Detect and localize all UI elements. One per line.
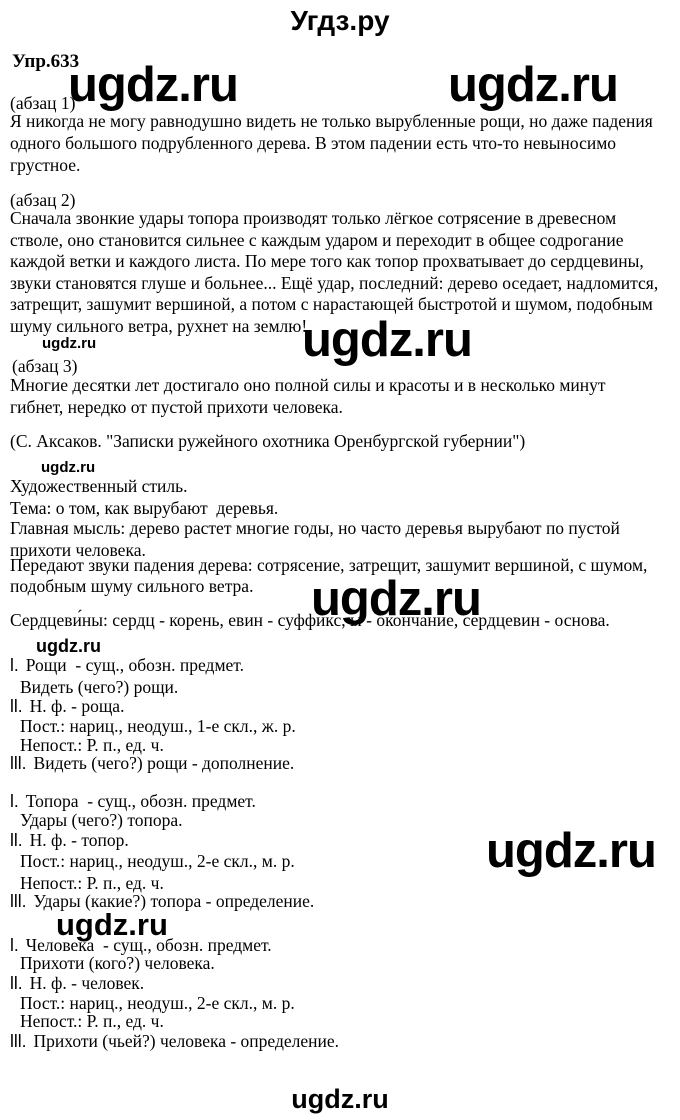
paragraph-label: (абзац 1) xyxy=(10,93,76,113)
watermark-ugdz: ugdz.ru xyxy=(36,636,101,656)
footer-watermark: ugdz.ru xyxy=(291,1084,389,1114)
text-line: грустное. xyxy=(10,155,81,175)
roman-numeral: l. xyxy=(10,935,19,955)
style-line: Художественный стиль. xyxy=(10,476,188,496)
watermark-ugdz: ugdz.ru xyxy=(56,907,168,942)
paragraph-label: (абзац 2) xyxy=(10,190,76,210)
morph-text: Непост.: Р. п., ед. ч. xyxy=(20,1011,164,1031)
watermark-ugdz: ugdz.ru xyxy=(42,335,97,352)
main-idea-line: Главная мысль: дерево растет многие годы, но часто деревья вырубают по пустой xyxy=(10,518,620,538)
morph-text: Человека - сущ., обозн. предмет. xyxy=(25,935,272,955)
watermark-ugdz: ugdz.ru xyxy=(68,58,238,112)
watermark-ugdz: ugdz.ru xyxy=(486,824,656,878)
roman-numeral: ll. xyxy=(10,696,23,716)
morph-line xyxy=(10,829,129,851)
text-line: каждой ветки и каждого листа. По мере того как топор прохватывает до сердцевины, xyxy=(10,251,644,271)
site-header: Угдз.ру xyxy=(290,5,390,36)
morph-line xyxy=(20,1010,164,1032)
morph-line xyxy=(10,1030,339,1052)
watermark-ugdz: ugdz.ru xyxy=(448,58,618,112)
morph-text: Топора - сущ., обозн. предмет. xyxy=(25,791,256,811)
watermark-ugdz: ugdz.ru xyxy=(311,572,481,626)
morph-text: Прихоти (чьей?) человека - определение. xyxy=(33,1031,339,1051)
morph-text: Удары (чего?) топора. xyxy=(20,810,183,830)
text-line: звуки становятся глуше и больнее... Ещё удар, последний: дерево оседает, надломится, xyxy=(10,273,659,293)
morph-text: Видеть (чего?) рощи. xyxy=(20,677,179,697)
text-line: Я никогда не могу равнодушно видеть не только вырубленные рощи, но даже падения xyxy=(10,111,653,131)
text-line: затрещит, зашумит вершиной, а потом с нарастающей быстротой и шумом, подобным xyxy=(10,294,653,314)
roman-numeral: lll. xyxy=(10,1031,27,1051)
morph-text: Н. ф. - человек. xyxy=(29,973,145,993)
roman-numeral: ll. xyxy=(10,830,23,850)
morph-text: Пост.: нариц., неодуш., 1-е скл., ж. р. xyxy=(20,716,296,736)
morph-text: Рощи - сущ., обозн. предмет. xyxy=(25,655,245,675)
morph-text: Н. ф. - топор. xyxy=(29,830,129,850)
source-attribution: (С. Аксаков. "Записки ружейного охотника Оренбургской губернии") xyxy=(10,431,526,451)
morph-text: Пост.: нариц., неодуш., 2-е скл., м. р. xyxy=(20,993,295,1013)
morph-line xyxy=(20,850,295,872)
morph-text: Видеть (чего?) рощи - дополнение. xyxy=(33,753,295,773)
paragraph-label: (абзац 3) xyxy=(12,356,78,376)
morph-line xyxy=(20,809,183,831)
morph-text: Прихоти (кого?) человека. xyxy=(20,953,215,973)
morph-line xyxy=(10,890,314,912)
exercise-number: Упр.633 xyxy=(12,51,80,72)
morph-text: Н. ф. - роща. xyxy=(29,696,125,716)
watermark-ugdz: ugdz.ru xyxy=(302,313,472,367)
watermark-ugdz: ugdz.ru xyxy=(41,459,96,476)
text-line: стволе, оно становится сильнее с каждым ударом и переходит в общее содрогание xyxy=(10,230,624,250)
main-idea-line: прихоти человека. xyxy=(10,540,146,560)
roman-numeral: l. xyxy=(10,655,19,675)
roman-numeral: lll. xyxy=(10,753,27,773)
word-parsing-line: Сердцеви́ны: сердц - корень, евин - суффикс, ы - окончание, сердцевин - основа. xyxy=(10,610,610,630)
morph-text: Удары (какие?) топора - определение. xyxy=(33,891,315,911)
roman-numeral: lll. xyxy=(10,891,27,911)
text-line: шуму сильного ветра, рухнет на землю! xyxy=(10,316,308,336)
morph-line xyxy=(10,752,294,774)
morph-text: Пост.: нариц., неодуш., 2-е скл., м. р. xyxy=(20,851,295,871)
theme-line: Тема: о том, как вырубают деревья. xyxy=(10,498,279,518)
morph-text: Непост.: Р. п., ед. ч. xyxy=(20,735,164,755)
morph-line xyxy=(20,952,215,974)
roman-numeral: ll. xyxy=(10,973,23,993)
text-line: гибнет, нередко от пустой прихоти человека. xyxy=(10,397,343,417)
text-line: одного большого подрубленного дерева. В этом падении есть что-то невыносимо xyxy=(10,133,617,153)
sounds-line: подобным шуму сильного ветра. xyxy=(10,576,254,596)
morph-text: Непост.: Р. п., ед. ч. xyxy=(20,873,164,893)
morph-line xyxy=(10,654,244,676)
sounds-line: Передают звуки падения дерева: сотрясение, затрещит, зашумит вершиной, с шумом, xyxy=(10,555,648,575)
morph-line xyxy=(10,695,124,717)
text-line: Многие десятки лет достигало оно полной силы и красоты и в несколько минут xyxy=(10,375,606,395)
morph-line xyxy=(10,972,144,994)
text-line: Сначала звонкие удары топора производят только лёгкое сотрясение в древесном xyxy=(10,208,617,228)
roman-numeral: l. xyxy=(10,791,19,811)
